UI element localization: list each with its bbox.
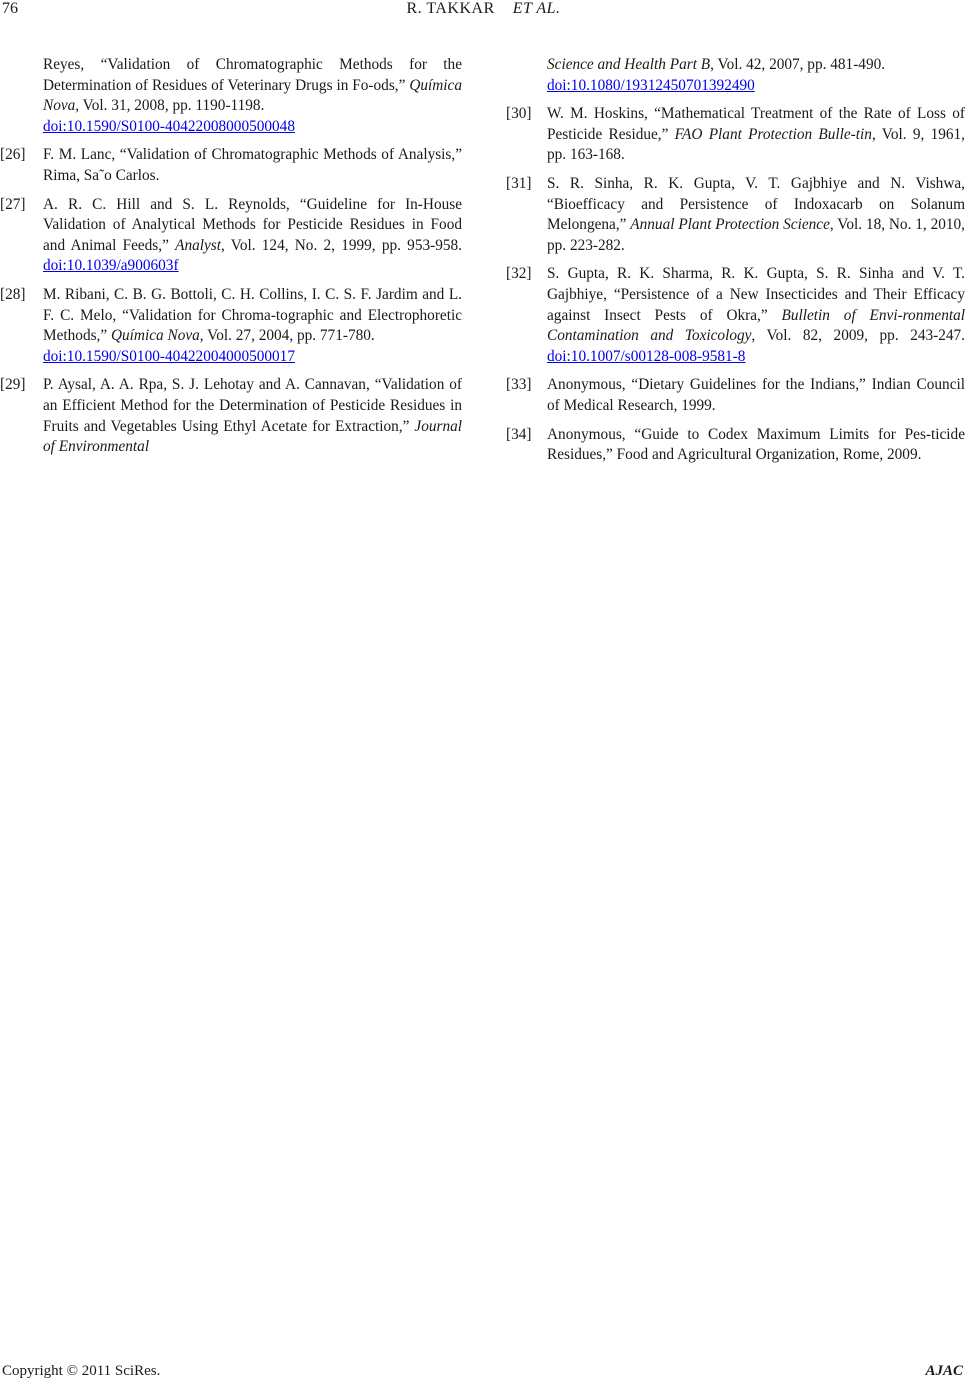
reference-journal: Annual Plant Protection Science <box>630 216 830 234</box>
reference-item <box>0 375 462 457</box>
reference-journal: Química Nova <box>43 76 462 115</box>
running-head <box>0 0 967 18</box>
reference-item <box>506 375 965 416</box>
reference-item <box>506 104 965 166</box>
doi-link[interactable]: doi:10.1007/s00128-008-9581-8 <box>547 347 746 365</box>
reference-text: P. Aysal, A. A. Rpa, S. J. Lehotay and A. Cannavan, “Validation of an Efficient Method for the Determination of Pesticide Residues in Fruits and Vegetables Using Ethyl Acetate for Extraction,” <box>43 376 462 435</box>
reference-text: Reyes, “Validation of Chromatographic Methods for the Determination of Residues of Veterinary Drugs in Fo-ods,” <box>43 56 462 94</box>
doi-link[interactable]: doi:10.1590/S0100-40422008000500048 <box>43 117 295 135</box>
reference-number: [30] <box>506 105 532 123</box>
footer-copyright: Copyright © 2011 SciRes. <box>2 1363 161 1379</box>
doi-link[interactable]: doi:10.1080/19312450701392490 <box>547 76 755 94</box>
reference-text: S. R. Sinha, R. K. Gupta, V. T. Gajbhiye and N. Vishwa, “Bioefficacy and Persistence of Indoxacarb on Solanum Melongena,” <box>547 174 965 234</box>
reference-details: , Vol. 31, 2008, pp. 1190-1198. <box>75 97 265 115</box>
running-head-et-al: ET AL. <box>512 0 561 17</box>
reference-number: [31] <box>506 174 532 192</box>
running-head-authors: R. TAKKAR <box>406 0 495 17</box>
reference-item <box>506 264 965 367</box>
page-number: 76 <box>2 0 18 17</box>
reference-journal: Química Nova <box>110 327 200 345</box>
reference-text: S. Gupta, R. K. Sharma, R. K. Gupta, S. R. Sinha and V. T. Gajbhiye, “Persistence of a New Insecticides and Their Efficacy against Insect Pests of Okra,” <box>547 265 965 324</box>
reference-details: , Vol. 18, No. 1, 2010, pp. 223-282. <box>547 216 965 254</box>
footer-journal-abbrev: AJAC <box>925 1363 963 1379</box>
reference-item <box>0 195 462 277</box>
reference-details: , Vol. 42, 2007, pp. 481-490. <box>710 56 886 73</box>
reference-item <box>0 55 462 137</box>
reference-item <box>506 174 965 256</box>
reference-text: W. M. Hoskins, “Mathematical Treatment of the Rate of Loss of Pesticide Residue,” <box>547 105 965 143</box>
doi-link[interactable]: doi:10.1590/S0100-40422004000500017 <box>43 347 295 365</box>
reference-text: Anonymous, “Dietary Guidelines for the Indians,” Indian Council of Medical Research, 1999. <box>547 376 965 414</box>
reference-text: A. R. C. Hill and S. L. Reynolds, “Guideline for In-House Validation of Analytical Methods for Pesticide Residues in Food and Animal Feeds,” <box>43 195 462 254</box>
reference-journal: FAO Plant Protection Bulle-tin <box>674 125 872 143</box>
reference-details: , Vol. 82, 2009, pp. 243-247. <box>751 327 966 345</box>
reference-details: , Vol. 27, 2004, pp. 771-780. <box>199 327 375 345</box>
reference-details: , Vol. 124, No. 2, 1999, pp. 953-958. <box>220 236 462 254</box>
reference-number: [34] <box>506 425 532 443</box>
reference-number: [29] <box>0 376 26 394</box>
reference-number: [28] <box>0 285 26 303</box>
reference-text: F. M. Lanc, “Validation of Chromatographic Methods of Analysis,” Rima, Sa˜o Carlos. <box>43 146 462 184</box>
reference-number: [26] <box>0 146 26 164</box>
reference-journal: Journal of Environmental <box>43 417 462 456</box>
reference-number: [27] <box>0 195 26 213</box>
reference-journal: Science and Health Part B <box>547 56 711 73</box>
left-column <box>0 55 462 466</box>
reference-item <box>0 145 462 186</box>
reference-number: [33] <box>506 376 532 394</box>
reference-text: Anonymous, “Guide to Codex Maximum Limits for Pes-ticide Residues,” Food and Agricultural Organization, Rome, 2009. <box>547 425 965 464</box>
reference-journal: Analyst <box>175 236 221 254</box>
reference-item <box>506 55 965 96</box>
reference-number: [32] <box>506 265 532 283</box>
reference-text: M. Ribani, C. B. G. Bottoli, C. H. Collins, I. C. S. F. Jardim and L. F. C. Melo, “Validation for Chroma-tographic and Electrophoretic Methods,” <box>43 285 462 345</box>
doi-link[interactable]: doi:10.1039/a900603f <box>43 257 179 275</box>
reference-details: , Vol. 9, 1961, pp. 163-168. <box>547 125 965 164</box>
reference-item <box>506 425 965 466</box>
reference-journal: Bulletin of Envi-ronmental Contamination and Toxicology <box>547 306 965 345</box>
right-column <box>506 55 965 474</box>
reference-item <box>0 285 462 367</box>
